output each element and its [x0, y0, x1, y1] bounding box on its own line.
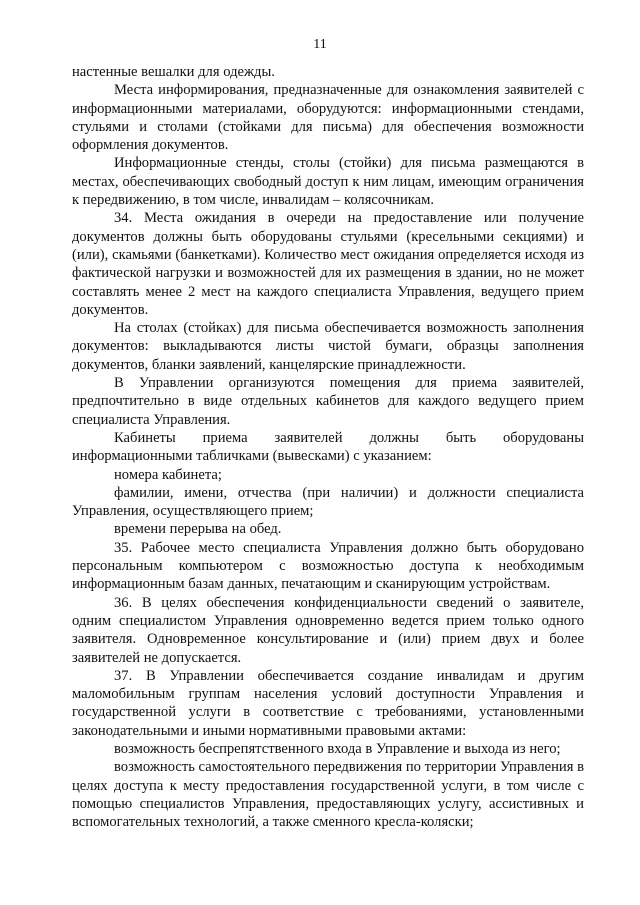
- list-item: времени перерыва на обед.: [114, 521, 282, 538]
- page-number: 11: [313, 37, 327, 52]
- paragraph-item-34: 34. Места ожидания в очереди на предоставление или получение документов должны быть оборудованы стульями (кресельными секциями) и (или), скамьями (банкетками). Количество мест ожидания определяется исходя из фактической нагрузки и возможностей для их размещения в здании, но не может составлять менее 2 мест на каждого специалиста Управления, ведущего прием документов.: [72, 210, 584, 318]
- list-item: возможность беспрепятственного входа в Управление и выхода из него;: [114, 740, 561, 757]
- paragraph-item-36: 36. В целях обеспечения конфиденциальности сведений о заявителе, одним специалистом Управления одновременно ведется прием только одного заявителя. Одновременное консультирование и (или) прием двух и более заявителей не допускается.: [72, 594, 584, 666]
- paragraph: Кабинеты приема заявителей должны быть оборудованы информационными табличками (вывесками) с указанием:: [72, 429, 584, 465]
- list-item: номера кабинета;: [114, 466, 222, 483]
- list-item: возможность самостоятельного передвижения по территории Управления в целях доступа к месту предоставления государственной услуги, в том числе с помощью специалистов Управления, предоставляющих услугу, ассистивных и вспомогательных технологий, а также сменного кресла-коляски;: [72, 759, 584, 831]
- paragraph: Места информирования, предназначенные для ознакомления заявителей с информационными материалами, оборудуются: информационными стендами, стульями и столами (стойками для письма) для обеспечения возможности оформления документов.: [72, 82, 584, 154]
- paragraph: В Управлении организуются помещения для приема заявителей, предпочтительно в виде отдельных кабинетов для каждого ведущего прием специалиста Управления.: [72, 375, 584, 428]
- list-item: фамилии, имени, отчества (при наличии) и должности специалиста Управления, осуществляющего прием;: [72, 484, 584, 520]
- paragraph: На столах (стойках) для письма обеспечивается возможность заполнения документов: выкладываются листы чистой бумаги, образцы заполнения документов, бланки заявлений, канцелярские принадлежности.: [72, 320, 584, 373]
- paragraph-item-35: 35. Рабочее место специалиста Управления должно быть оборудовано персональным компьютером с возможностью доступа к необходимым информационным базам данных, печатающим и сканирующим устройствам.: [72, 539, 584, 593]
- document-body: [72, 63, 584, 831]
- paragraph: настенные вешалки для одежды.: [72, 64, 275, 80]
- paragraph: Информационные стенды, столы (стойки) для письма размещаются в местах, обеспечивающих свободный доступ к ним лицам, имеющим ограничения к передвижению, в том числе, инвалидам – колясочникам.: [72, 155, 584, 209]
- paragraph-item-37: 37. В Управлении обеспечивается создание инвалидам и другим маломобильным группам населения условий доступности Управления и государственной услуги в соответствие с требованиями, установленными законодательными и иными нормативными правовыми актами:: [72, 667, 584, 739]
